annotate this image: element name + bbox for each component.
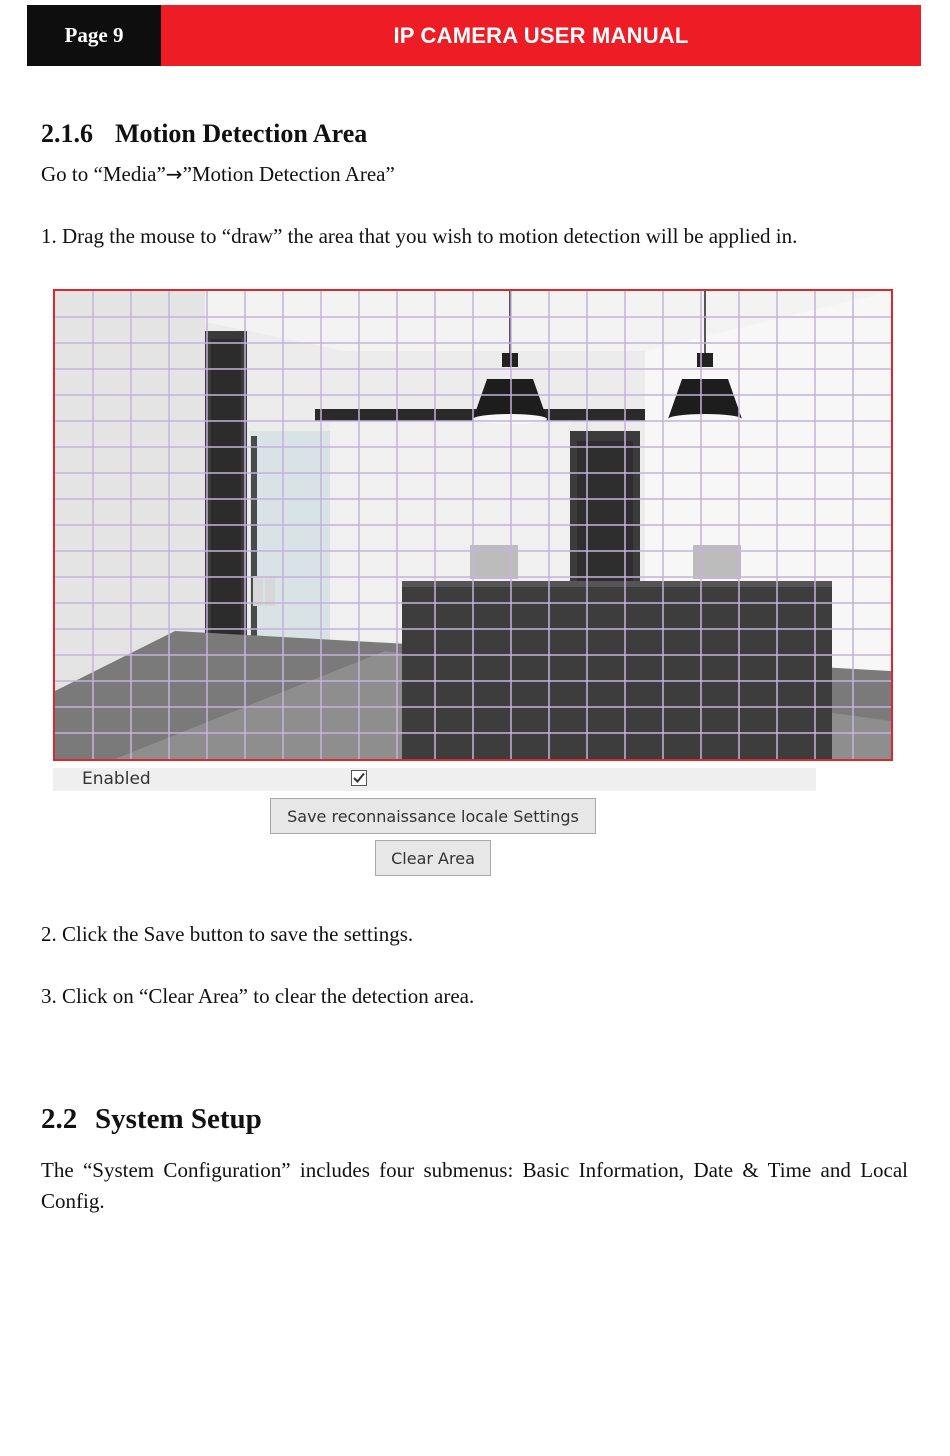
arrow-right-icon: → <box>165 162 183 186</box>
page-header <box>27 5 921 66</box>
motion-detection-grid[interactable] <box>53 289 893 761</box>
step-1-text: 1. Drag the mouse to “draw” the area that you wish to motion detection will be applied in. <box>41 224 798 248</box>
save-settings-button[interactable]: Save reconnaissance locale Settings <box>270 798 596 834</box>
nav-motion-area: ”Motion Detection Area” <box>182 162 395 186</box>
section-title: System Setup <box>95 1103 262 1135</box>
section-heading-2-1-6 <box>41 119 367 149</box>
clear-area-button[interactable]: Clear Area <box>375 840 491 876</box>
checkmark-icon <box>352 771 366 785</box>
system-setup-text: The “System Configuration” includes four submenus: Basic Information, Date & Time and Local Config. <box>41 1158 908 1213</box>
step-3-text: 3. Click on “Clear Area” to clear the detection area. <box>41 984 475 1008</box>
enabled-row <box>53 768 816 791</box>
navigation-path <box>41 162 395 187</box>
nav-media: Go to “Media” <box>41 162 166 186</box>
step-2-text: 2. Click the Save button to save the settings. <box>41 922 414 946</box>
camera-view <box>55 291 891 759</box>
manual-title: IP CAMERA USER MANUAL <box>161 5 921 66</box>
section-number: 2.1.6 <box>41 119 93 148</box>
enabled-label: Enabled <box>82 769 151 789</box>
section-heading-2-2 <box>41 1103 262 1136</box>
section-title: Motion Detection Area <box>115 119 368 148</box>
section-number: 2.2 <box>41 1103 78 1135</box>
enabled-checkbox[interactable] <box>351 770 367 786</box>
page-number: Page 9 <box>27 5 161 66</box>
